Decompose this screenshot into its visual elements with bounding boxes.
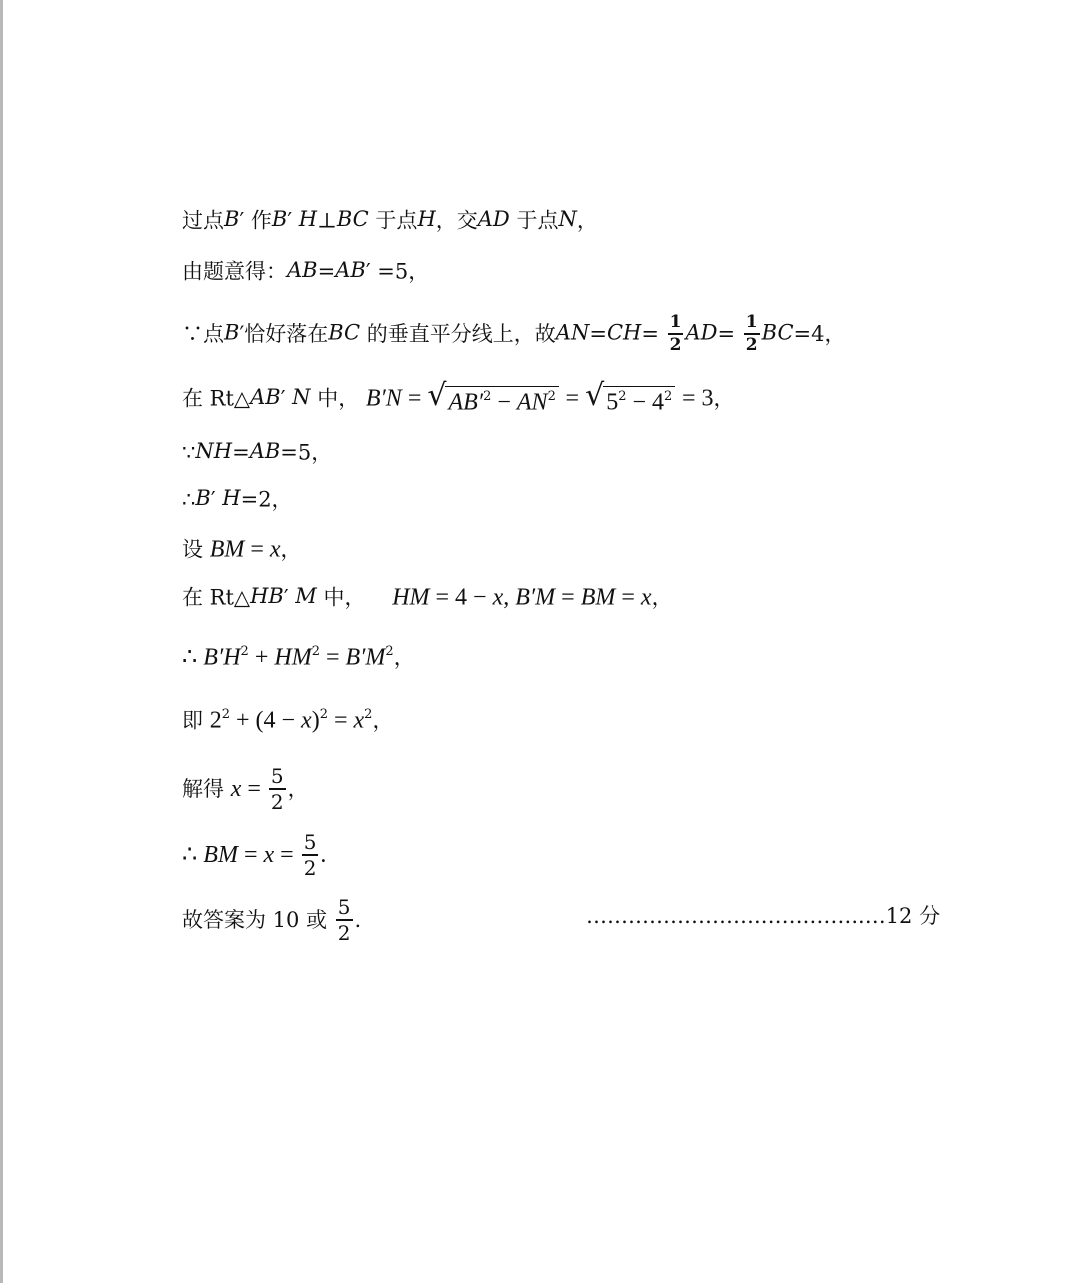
square-root-expression: √ $5^2 - 4^2$ [585, 381, 675, 416]
solution-line-6: ∴B′ H=2， [182, 486, 293, 512]
fraction-one-half: $\frac{1}{2}$ [745, 312, 758, 355]
solution-line-12: ∴ BM = x = $\frac{5}{2}$ . [182, 830, 327, 880]
solution-line-13: 故答案为 10 或 $\frac{5}{2}$ . [182, 895, 362, 945]
solution-line-4: 在 Rt△AB′ N 中， B′N = √ $AB'^2 - AN^2$ = √ $5^2 - 4^2$ = 3， [182, 378, 735, 416]
fraction-five-halves: $\frac{5}{2}$ [270, 764, 284, 814]
fraction-five-halves: $\frac{5}{2}$ [303, 830, 317, 880]
score-marker: …………………….…….……..…12 分 [586, 904, 941, 928]
fraction-five-halves: $\frac{5}{2}$ [337, 895, 351, 945]
solution-line-2: 由题意得：AB=AB′ =5， [182, 258, 430, 284]
solution-line-10: 即 $2^2 + (4 - x)^2 = x^2$， [182, 707, 394, 734]
fraction-one-half: $\frac{1}{2}$ [669, 312, 682, 355]
solution-line-3: ∵点B′恰好落在BC 的垂直平分线上，故AN=CH= $\frac{1}{2}$ AD= $\frac{1}{2}$ BC=4， [182, 312, 846, 355]
solution-line-7: 设 BM = x， [182, 536, 302, 563]
document-page [4, 0, 1080, 1283]
solution-line-8: 在 Rt△HB′ M 中， HM = 4 − x, B′M = BM = x， [182, 584, 673, 611]
solution-line-1: 过点B′ 作B′ H⊥BC 于点H，交AD 于点N， [182, 207, 598, 233]
left-page-edge [0, 0, 3, 1283]
solution-line-9: ∴ $B'H^2 + HM^2 = B'M^2$， [182, 644, 415, 671]
solution-line-5: ∵NH=AB=5， [182, 439, 333, 465]
solution-line-11: 解得 x = $\frac{5}{2}$ ， [182, 764, 309, 814]
square-root-expression: √ $AB'^2 - AN^2$ [427, 381, 558, 416]
